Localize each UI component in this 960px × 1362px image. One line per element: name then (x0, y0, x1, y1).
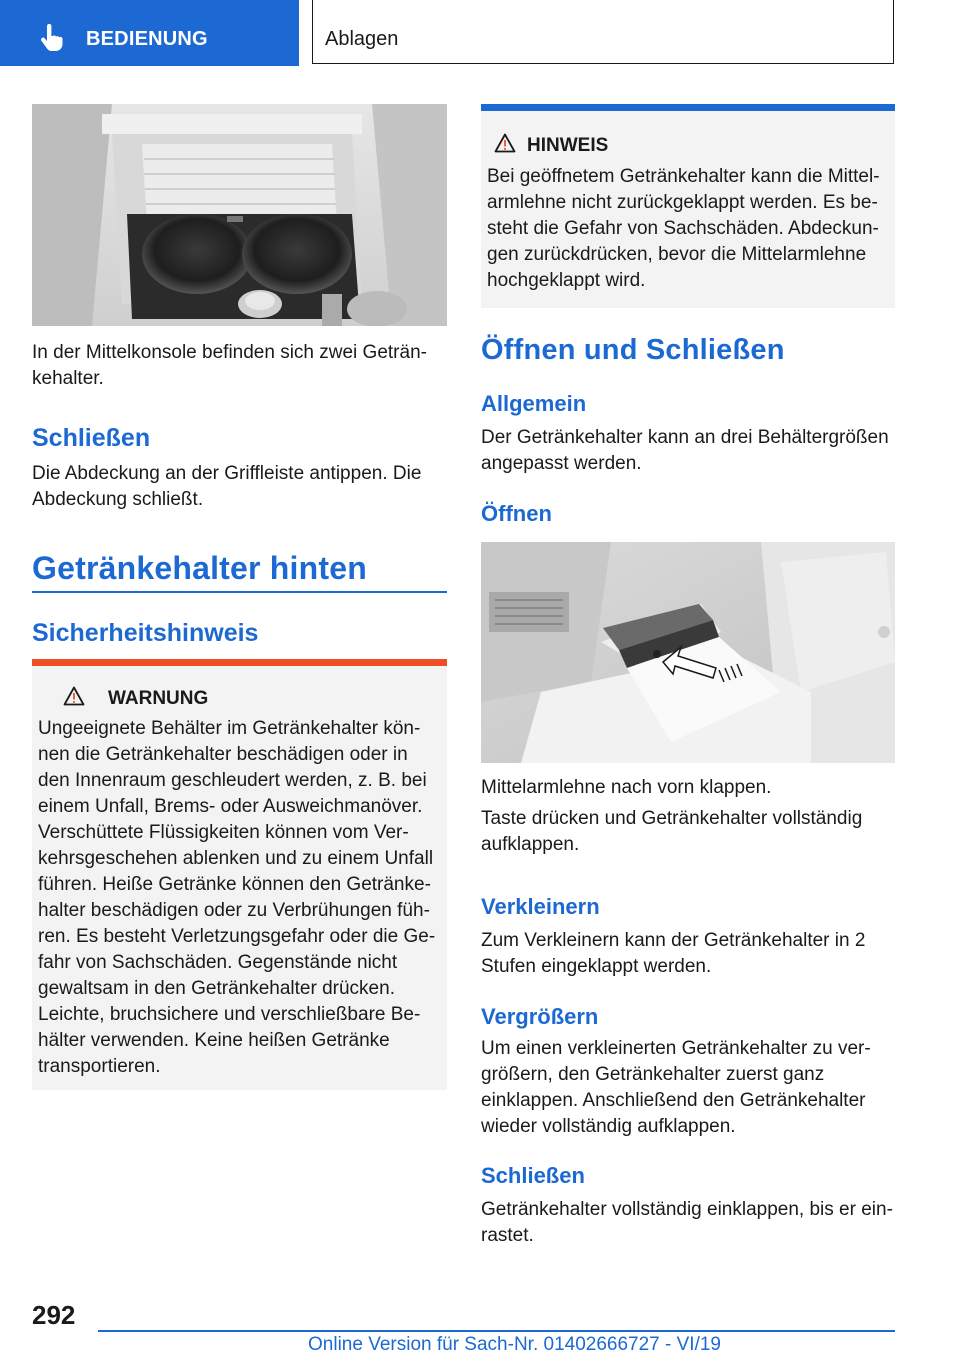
text-allgemein: Der Getränkehalter kann an drei Behältergrößen angepasst werden. (481, 427, 889, 474)
text-vergroessern: Um einen verkleinerten Getränkehalter zu vergrößern, den Getränkehalter zuerst ganz einklappen. Anschließend den Getränkehalter wieder vollständig aufklappen. (481, 1038, 871, 1137)
heading-schliessen-front: Schließen (32, 424, 151, 452)
text-verkleinern: Zum Verkleinern kann der Getränkehalter in 2 Stufen eingeklappt werden. (481, 930, 866, 977)
front-cupholder-photo (32, 104, 447, 326)
warning-triangle-icon (494, 133, 516, 153)
section-title-underline (32, 591, 447, 593)
note-title: HINWEIS (527, 135, 609, 156)
header-section-label: BEDIENUNG (86, 28, 208, 50)
note-text: Bei geöffnetem Getränkehalter kann die Mittelarmlehne nicht zurückgeklappt werden. Es besteht die Gefahr von Sachschäden. Abdeckungen zurückdrücken, bevor die Mittelarmlehne hochgeklappt wird. (487, 166, 880, 291)
text-schliessen-front: Die Abdeckung an der Griffleiste antippen. Die Abdeckung schließt. (32, 463, 422, 510)
note-bar (481, 104, 895, 111)
warning-bar (32, 659, 447, 666)
warning-text: Ungeeignete Behälter im Getränkehalter können die Getränkehalter beschädigen oder in den Innenraum geschleudert werden, z. B. bei einem Unfall, Brems- oder Ausweichmanöver. Verschüttete Flüssigkeiten können vom Verkehrsgeschehen ablenken und zu einem Unfall führen. Heiße Getränke können den Getränkehalter beschädigen oder zu Verbrühungen führen. Es besteht Verletzungsgefahr oder die Gefahr von Sachschäden. Gegenstände nicht gewaltsam in den Getränkehalter drücken. Leichte, bruchsichere und verschließbare Behälter verwenden. Keine heißen Getränke transportieren. (38, 718, 436, 1077)
header-section-tab (0, 0, 299, 66)
section-title-rear-holder: Getränkehalter hinten (32, 550, 367, 586)
heading-oeffnen: Öffnen (481, 501, 552, 526)
warning-title: WARNUNG (108, 688, 209, 709)
heading-sicherheitshinweis: Sicherheitshinweis (32, 619, 259, 647)
page-number: 292 (32, 1300, 76, 1330)
text-oeffnen-step1: Mittelarmlehne nach vorn klappen. (481, 777, 772, 798)
hand-pointer-icon (38, 24, 64, 52)
heading-allgemein: Allgemein (481, 391, 587, 416)
heading-verkleinern: Verkleinern (481, 894, 600, 919)
heading-schliessen-rear: Schließen (481, 1163, 585, 1188)
header-chapter-box (312, 0, 894, 64)
text-oeffnen-step2: Taste drücken und Getränkehalter vollständig aufklappen. (481, 808, 863, 855)
section-title-open-close: Öffnen und Schließen (481, 334, 785, 366)
warning-triangle-icon (63, 686, 85, 706)
note-box (481, 104, 895, 308)
intro-text: In der Mittelkonsole befinden sich zwei Getränkehalter. (32, 342, 427, 389)
footer-rule (98, 1330, 895, 1332)
footer-text: Online Version für Sach-Nr. 01402666727 - VI/19 (308, 1334, 721, 1355)
header-chapter-label: Ablagen (325, 28, 399, 50)
warning-box (32, 659, 447, 1090)
text-schliessen-rear: Getränkehalter vollständig einklappen, bis er einrastet. (481, 1199, 893, 1246)
heading-vergroessern: Vergrößern (481, 1004, 599, 1029)
rear-armrest-photo (481, 542, 895, 763)
